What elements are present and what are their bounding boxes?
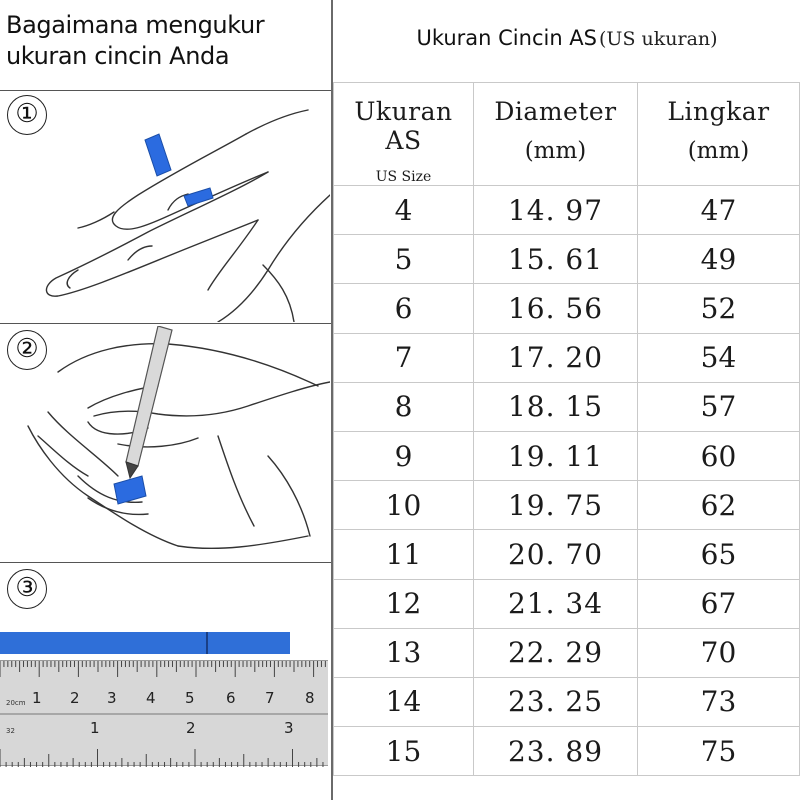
size-chart-subtitle: (US ukuran)	[599, 28, 718, 50]
cell-diameter: 21. 34	[474, 579, 638, 628]
table-row	[334, 382, 800, 431]
cell-diameter: 22. 29	[474, 628, 638, 677]
table-row	[334, 186, 800, 235]
cell-circumference: 52	[638, 284, 800, 333]
table-row	[334, 235, 800, 284]
header-circumference	[638, 83, 800, 186]
cell-circumference: 65	[638, 530, 800, 579]
section-divider	[0, 323, 333, 324]
header-circumference-unit: (mm)	[687, 138, 750, 164]
cell-diameter: 19. 75	[474, 481, 638, 530]
section-divider	[0, 90, 333, 91]
cell-size: 11	[334, 530, 474, 579]
table-row	[334, 481, 800, 530]
ruler-inch-label: 2	[186, 719, 196, 737]
table-header-row	[334, 83, 800, 186]
header-diameter	[474, 83, 638, 186]
table-row	[334, 530, 800, 579]
table-row	[334, 284, 800, 333]
cell-size: 12	[334, 579, 474, 628]
header-us-size	[334, 83, 474, 186]
section-divider	[0, 562, 333, 563]
cell-size: 7	[334, 333, 474, 382]
cell-diameter: 14. 97	[474, 186, 638, 235]
ruler-inch-label: 3	[284, 719, 294, 737]
ruler-cm-label: 8	[305, 689, 315, 707]
cell-circumference: 75	[638, 727, 800, 776]
ruler-cm-label: 5	[185, 689, 195, 707]
cell-circumference: 67	[638, 579, 800, 628]
cell-diameter: 18. 15	[474, 382, 638, 431]
size-chart-heading	[334, 26, 800, 50]
ruler-unit-label: 20cm	[6, 699, 26, 707]
header-diameter-label: Diameter	[494, 97, 617, 126]
cell-diameter: 16. 56	[474, 284, 638, 333]
cell-size: 13	[334, 628, 474, 677]
ruler-cm-label: 7	[265, 689, 275, 707]
cell-diameter: 15. 61	[474, 235, 638, 284]
cell-diameter: 20. 70	[474, 530, 638, 579]
table-row	[334, 431, 800, 480]
cell-circumference: 49	[638, 235, 800, 284]
cell-circumference: 60	[638, 431, 800, 480]
header-circumference-label: Lingkar	[667, 97, 770, 126]
ruler-cm-label: 3	[107, 689, 117, 707]
ruler-cm-label: 6	[226, 689, 236, 707]
cell-size: 14	[334, 677, 474, 726]
cell-size: 6	[334, 284, 474, 333]
measurement-guide-panel	[0, 0, 333, 800]
guide-title-line-1: Bagaimana mengukur	[6, 11, 265, 39]
cell-circumference: 62	[638, 481, 800, 530]
table-row	[334, 628, 800, 677]
strip-pen-mark	[206, 632, 208, 654]
hand-wrap-strip-illustration	[18, 100, 330, 322]
table-row	[334, 677, 800, 726]
ruler-illustration	[0, 660, 328, 766]
step-2-badge: ②	[7, 330, 47, 370]
step-1-badge: ①	[7, 95, 47, 135]
ruler-cm-label: 2	[70, 689, 80, 707]
cell-circumference: 70	[638, 628, 800, 677]
guide-title-line-2: ukuran cincin Anda	[6, 42, 230, 70]
blue-paper-strip	[0, 632, 290, 654]
cell-size: 9	[334, 431, 474, 480]
ruler-cm-label: 4	[146, 689, 156, 707]
cell-diameter: 19. 11	[474, 431, 638, 480]
cell-circumference: 73	[638, 677, 800, 726]
cell-diameter: 23. 25	[474, 677, 638, 726]
header-us-size-sublabel: US Size	[375, 169, 432, 185]
size-chart-title: Ukuran Cincin AS	[416, 26, 598, 50]
cell-size: 4	[334, 186, 474, 235]
cell-size: 15	[334, 727, 474, 776]
ruler-inch-unit: 32	[6, 727, 15, 735]
ruler-cm-label: 1	[32, 689, 42, 707]
table-row	[334, 727, 800, 776]
cell-circumference: 47	[638, 186, 800, 235]
header-us-size-label: Ukuran AS	[354, 97, 453, 155]
ring-size-table	[333, 82, 800, 776]
hand-mark-with-pen-illustration	[18, 326, 330, 562]
cell-size: 5	[334, 235, 474, 284]
header-diameter-unit: (mm)	[524, 138, 587, 164]
cell-size: 8	[334, 382, 474, 431]
ruler-inch-label: 1	[90, 719, 100, 737]
cell-circumference: 57	[638, 382, 800, 431]
table-row	[334, 333, 800, 382]
cell-circumference: 54	[638, 333, 800, 382]
table-row	[334, 579, 800, 628]
step-3-badge: ③	[7, 569, 47, 609]
cell-diameter: 23. 89	[474, 727, 638, 776]
cell-diameter: 17. 20	[474, 333, 638, 382]
ruler-ticks	[0, 661, 328, 767]
cell-size: 10	[334, 481, 474, 530]
guide-title	[6, 10, 328, 72]
